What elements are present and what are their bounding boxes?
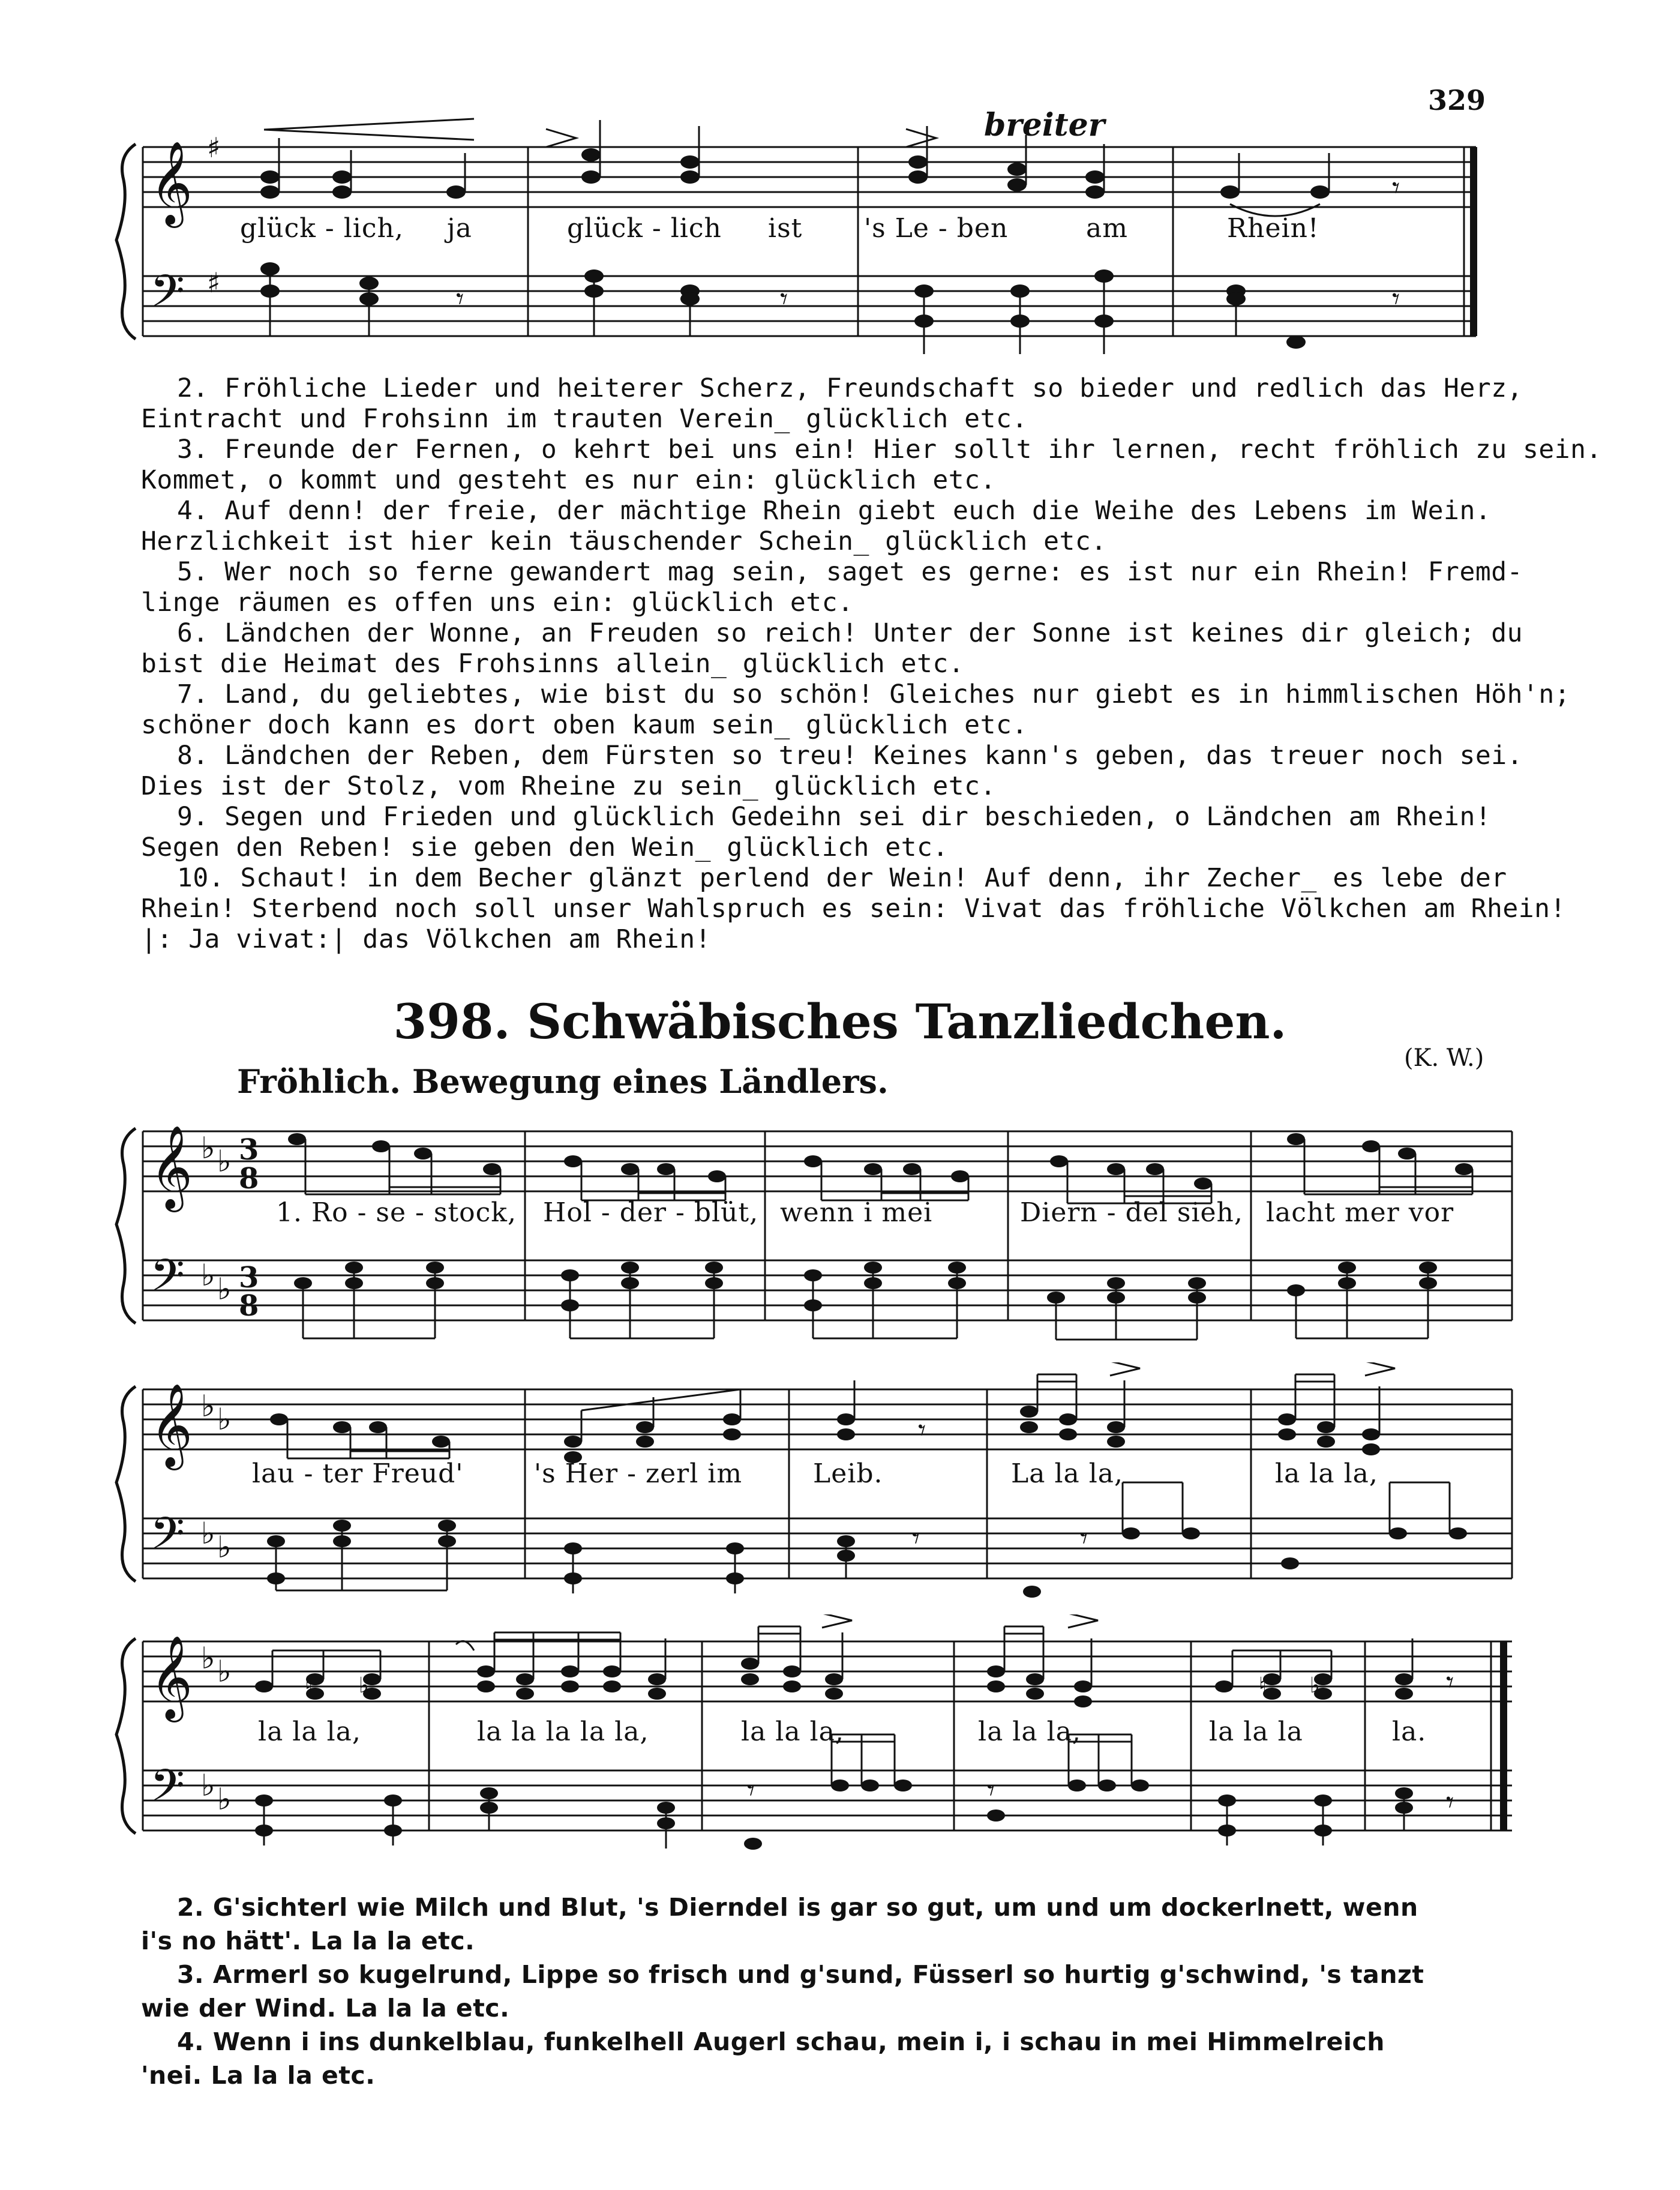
lyric-s-herzerl-im: 's Her - zerl im: [534, 1458, 743, 1489]
svg-text:♭: ♭: [217, 1144, 232, 1179]
lyric-glueck-lich-2: glück - lich: [567, 213, 722, 244]
verse398-2-line-2: i's no hätt'. La la la etc.: [141, 1927, 475, 1955]
verse-block-398: [141, 1891, 1515, 2092]
svg-text:♭: ♭: [201, 1131, 215, 1166]
verse398-3-line-1: 3. Armerl so kugelrund, Lippe so frisch und g'sund, Füsserl so hurtig g'schwind, 's tanzt: [177, 1960, 1424, 1989]
verse-block-397: [141, 373, 1602, 955]
svg-text:𝄾: 𝄾: [1446, 1785, 1454, 1820]
lyric-la-la-la-3: la la la,: [258, 1716, 361, 1747]
page-number: 329: [1428, 84, 1486, 116]
verse-6-line-2: bist die Heimat des Frohsinns allein_ glücklich etc.: [141, 649, 965, 679]
lyric-rosestock: 1. Ro - se - stock,: [276, 1197, 517, 1228]
lyric-la-la-la-la-la: la la la la la,: [477, 1716, 649, 1747]
verse-2-line-1: 2. Fröhliche Lieder und heiterer Scherz, Freundschaft so bieder und redlich das Herz,: [177, 373, 1523, 403]
song-title: 398. Schwäbisches Tanzliedchen.: [393, 993, 1287, 1050]
svg-text:♭: ♭: [217, 1654, 232, 1689]
svg-text:3: 3: [239, 1133, 259, 1167]
svg-text:♭: ♭: [201, 1641, 215, 1676]
lyric-la-la-la-1: La la la,: [1011, 1458, 1124, 1489]
verse-6-line-1: 6. Ländchen der Wonne, an Freuden so reich! Unter der Sonne ist keines dir gleich; du: [177, 618, 1523, 648]
svg-text:𝄾: 𝄾: [1392, 281, 1400, 316]
lyric-lauter-freud: lau - ter Freud': [252, 1458, 464, 1489]
lyric-la-la-la-4: la la la,: [741, 1716, 844, 1747]
svg-text:𝄢: 𝄢: [150, 1250, 185, 1313]
lyric-dierndel-sieh: Diern - del sieh,: [1020, 1197, 1243, 1228]
svg-text:𝄞: 𝄞: [150, 1383, 193, 1467]
composer-initials: (K. W.): [1404, 1044, 1484, 1072]
verse-10-line-1: 10. Schaut! in dem Becher glänzt perlend der Wein! Auf denn, ihr Zecher_ es lebe der: [177, 863, 1507, 893]
lyric-la-la-la-2: la la la,: [1275, 1458, 1378, 1489]
verse-9-line-2: Segen den Reben! sie geben den Wein_ glücklich etc.: [141, 832, 949, 862]
svg-text:♭: ♭: [201, 1389, 215, 1424]
svg-text:𝄾: 𝄾: [747, 1773, 755, 1808]
verse-5-line-1: 5. Wer noch so ferne gewandert mag sein, saget es gerne: es ist nur ein Rhein! Fremd-: [177, 557, 1523, 587]
verse-8-line-2: Dies ist der Stolz, vom Rheine zu sein_ glücklich etc.: [141, 771, 996, 801]
svg-text:𝄾: 𝄾: [456, 281, 464, 316]
verse-10-line-2: Rhein! Sterbend noch soll unser Wahlspruch es sein: Vivat das fröhliche Völkchen am Rhein!: [141, 894, 1566, 924]
svg-text:𝄾: 𝄾: [1080, 1521, 1088, 1556]
lyric-wenn-i-mei: wenn i mei: [780, 1197, 933, 1228]
lyric-lacht-mer-vor: lacht mer vor: [1266, 1197, 1454, 1228]
svg-text:♭: ♭: [359, 1673, 369, 1698]
lyric-leib: Leib.: [813, 1458, 883, 1489]
svg-text:♭: ♭: [217, 1782, 232, 1817]
lyric-la-la-la-5: la la la,: [978, 1716, 1081, 1747]
svg-text:𝄾: 𝄾: [918, 1413, 926, 1448]
svg-text:𝄢: 𝄢: [150, 265, 185, 328]
verse-3-line-1: 3. Freunde der Fernen, o kehrt bei uns ein! Hier sollt ihr lernen, recht fröhlich zu sein.: [177, 435, 1602, 465]
lyric-s-le-ben: 's Le - ben: [864, 213, 1009, 244]
svg-text:𝄾: 𝄾: [1446, 1665, 1454, 1700]
tempo-marking: Fröhlich. Bewegung eines Ländlers.: [237, 1062, 889, 1101]
score-system-397-end: [0, 0, 1680, 384]
svg-text:♭: ♭: [217, 1272, 232, 1307]
lyric-rhein: Rhein!: [1227, 213, 1319, 244]
svg-text:♯: ♯: [207, 131, 221, 164]
lyric-holderbluet: Hol - der - blüt,: [543, 1197, 759, 1228]
verse-5-line-2: linge räumen es offen uns ein: glücklich etc.: [141, 588, 854, 618]
verse398-2-line-1: 2. G'sichterl wie Milch und Blut, 's Dierndel is gar so gut, um und um dockerlnett, wenn: [177, 1893, 1418, 1922]
lyric-am: am: [1086, 213, 1128, 244]
verse-10-line-3: |: Ja vivat:| das Völkchen am Rhein!: [141, 924, 711, 954]
svg-text:♭: ♭: [201, 1258, 215, 1293]
svg-text:𝄞: 𝄞: [150, 141, 193, 224]
svg-text:♭: ♭: [201, 1516, 215, 1551]
verse-7-line-1: 7. Land, du geliebtes, wie bist du so schön! Gleiches nur giebt es in himmlischen Höh'n;: [177, 679, 1571, 709]
verse-2-line-2: Eintracht und Frohsinn im trauten Verein_ glücklich etc.: [141, 404, 1028, 434]
svg-text:3: 3: [239, 1261, 259, 1295]
verse398-4-line-1: 4. Wenn i ins dunkelblau, funkelhell Augerl schau, mein i, i schau in mei Himmelreich: [177, 2027, 1385, 2056]
svg-text:𝄾: 𝄾: [780, 281, 788, 316]
lyric-la-final: la.: [1392, 1716, 1427, 1747]
tempo-marking-breiter: breiter: [984, 107, 1105, 143]
svg-text:♭: ♭: [217, 1402, 232, 1437]
verse-8-line-1: 8. Ländchen der Reben, dem Fürsten so treu! Keines kann's geben, das treuer noch sei.: [177, 741, 1523, 771]
svg-text:𝄞: 𝄞: [150, 1635, 193, 1719]
svg-text:𝄾: 𝄾: [912, 1521, 920, 1556]
lyric-la-la-la-6: la la la: [1209, 1716, 1303, 1747]
svg-text:♭: ♭: [201, 1768, 215, 1803]
verse-4-line-2: Herzlichkeit ist hier kein täuschender Schein_ glücklich etc.: [141, 526, 1107, 556]
svg-text:𝄞: 𝄞: [150, 1125, 193, 1209]
verse-3-line-2: Kommet, o kommt und gesteht es nur ein: glücklich etc.: [141, 465, 996, 495]
svg-text:♭: ♭: [217, 1530, 232, 1565]
verse-4-line-1: 4. Auf denn! der freie, der mächtige Rhein giebt euch die Weihe des Lebens im Wein.: [177, 496, 1492, 526]
svg-text:♮: ♮: [1259, 1673, 1267, 1698]
svg-text:𝄾: 𝄾: [1392, 170, 1400, 205]
svg-text:8: 8: [239, 1289, 259, 1323]
verse398-4-line-2: 'nei. La la la etc.: [141, 2061, 376, 2090]
svg-text:♯: ♯: [207, 266, 221, 299]
lyric-ist: ist: [768, 213, 803, 244]
svg-text:𝄢: 𝄢: [150, 1508, 185, 1571]
svg-text:𝄢: 𝄢: [150, 1760, 185, 1823]
svg-text:♮: ♮: [305, 1673, 313, 1698]
verse-7-line-2: schöner doch kann es dort oben kaum sein_ glücklich etc.: [141, 710, 1028, 740]
verse398-3-line-2: wie der Wind. La la la etc.: [141, 1994, 510, 2023]
lyric-glueck-lich: glück - lich,: [240, 213, 404, 244]
svg-text:♭: ♭: [1310, 1673, 1320, 1698]
lyric-ja: ja: [447, 213, 472, 244]
verse-9-line-1: 9. Segen und Frieden und glücklich Gedeihn sei dir beschieden, o Ländchen am Rhein!: [177, 802, 1492, 832]
svg-text:8: 8: [239, 1162, 259, 1196]
svg-text:𝄾: 𝄾: [987, 1773, 995, 1808]
